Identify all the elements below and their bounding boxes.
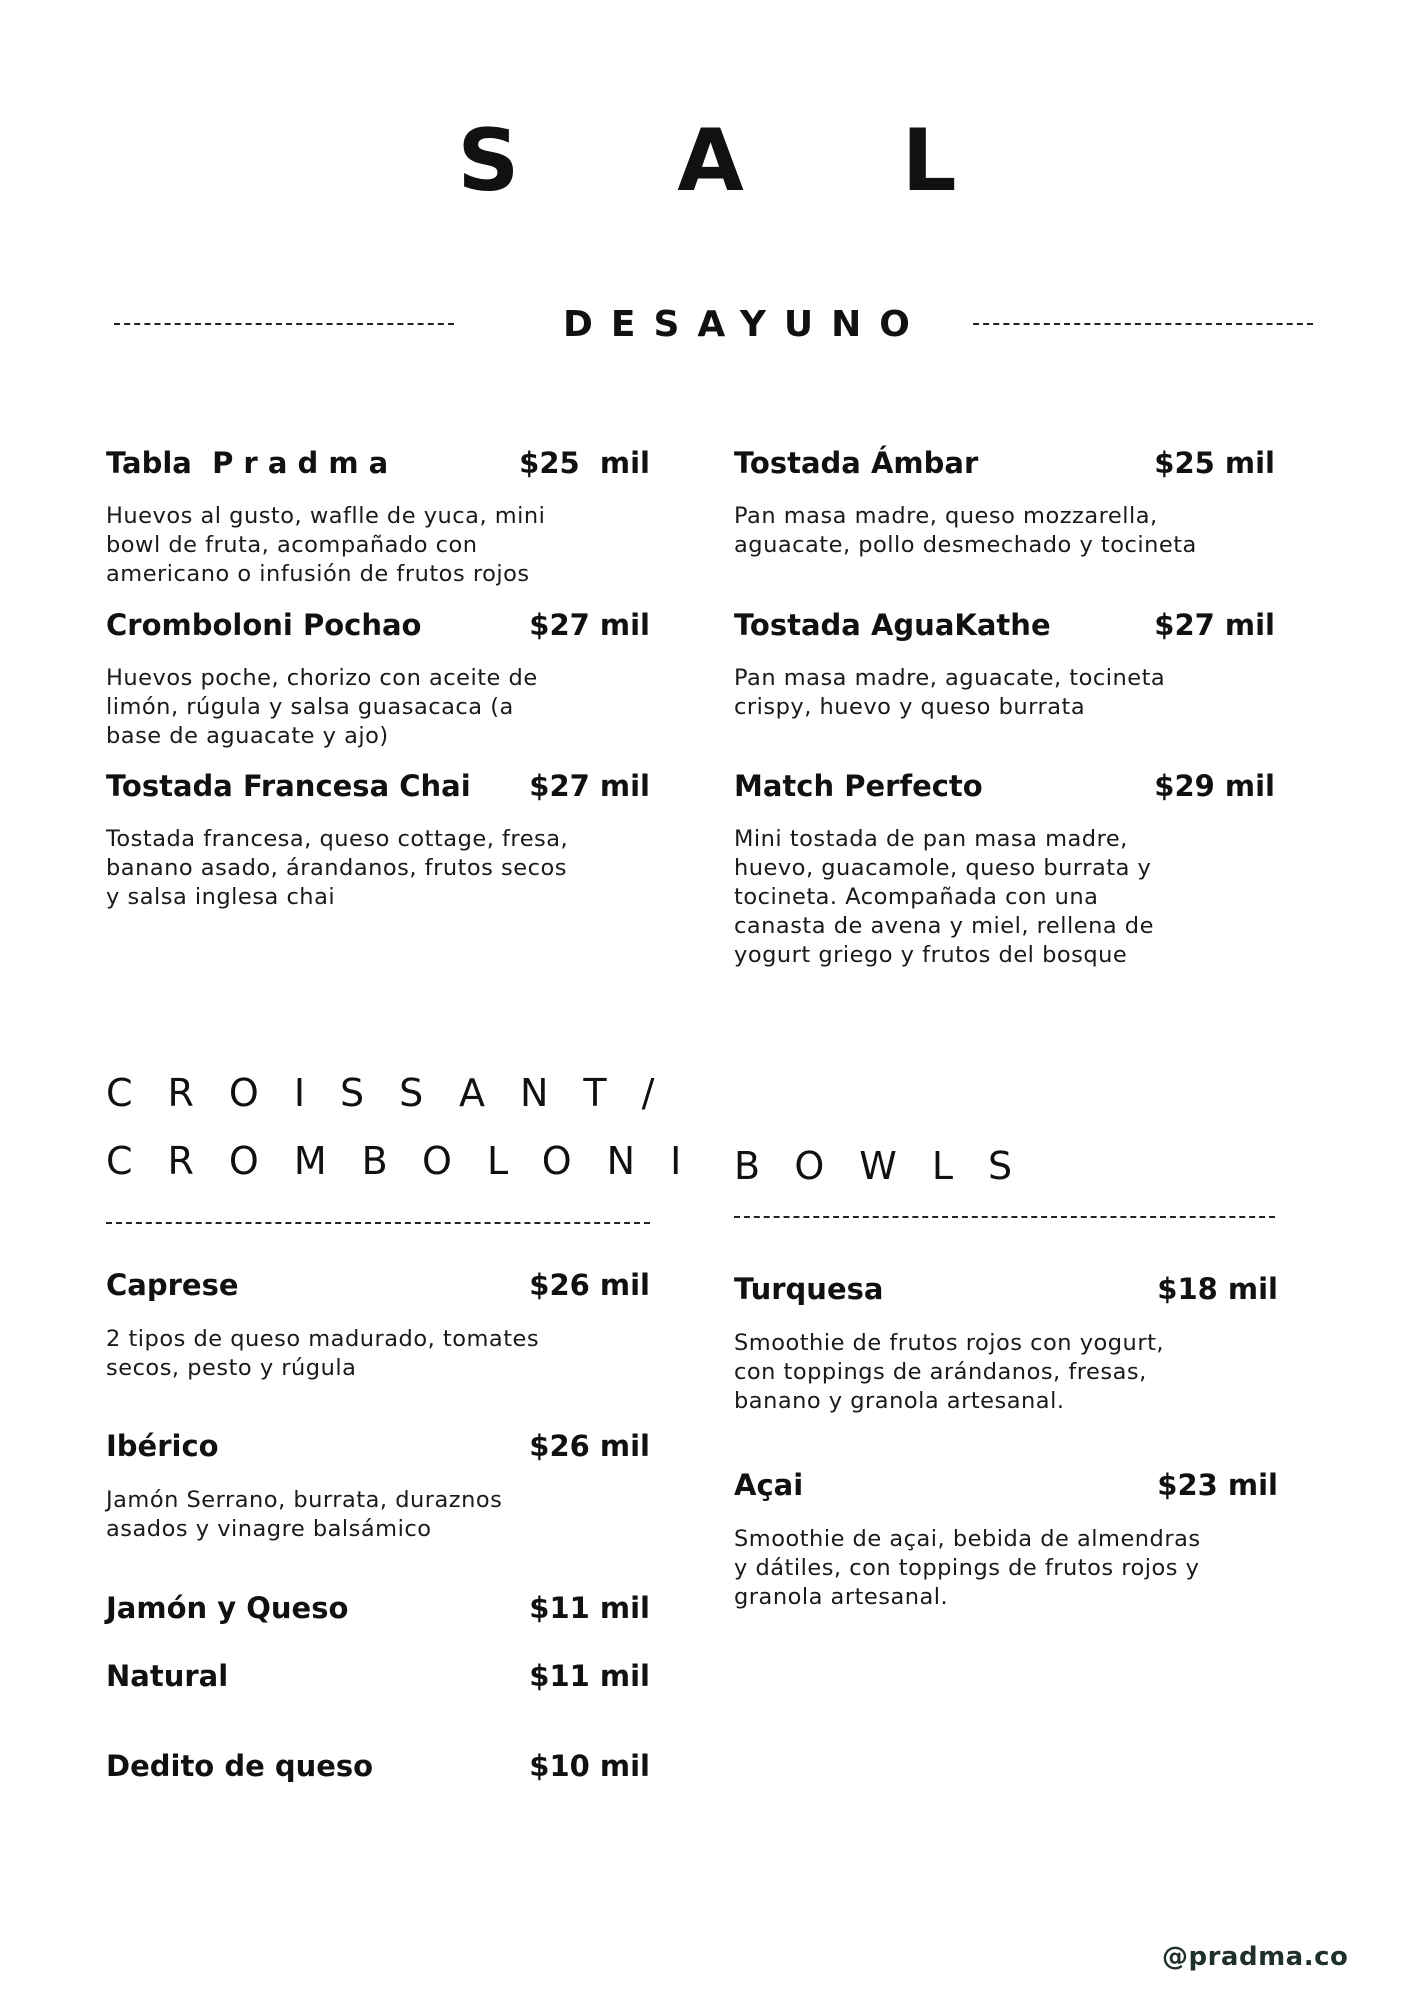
item-description: Pan masa madre, queso mozzarella, aguacate, pollo desmechado y tocineta: [734, 503, 1197, 558]
divider-croissant: [106, 1222, 650, 1224]
social-handle: @pradma.co: [1162, 1942, 1349, 1972]
divider-right: [973, 323, 1313, 325]
section-heading-croissant-line2: CROMBOLONI: [106, 1139, 717, 1183]
divider-bowls: [734, 1216, 1275, 1218]
item-description: Huevos al gusto, waflle de yuca, mini bowl de fruta, acompañado con americano o infusión de frutos rojos: [106, 503, 546, 587]
item-price: $11 mil: [529, 1591, 650, 1625]
item-name: Jamón y Queso: [106, 1591, 349, 1625]
item-description: Tostada francesa, queso cottage, fresa, banano asado, árandanos, frutos secos y salsa inglesa chai: [106, 826, 569, 910]
item-description: Jamón Serrano, burrata, duraznos asados y vinagre balsámico: [106, 1487, 503, 1542]
item-price: $10 mil: [529, 1749, 650, 1783]
divider-left: [114, 323, 454, 325]
item-description: Mini tostada de pan masa madre, huevo, guacamole, queso burrata y tocineta. Acompañada con una canasta de avena y miel, rellena de yogurt griego y frutos del bosque: [734, 826, 1154, 968]
item-name: Açai: [734, 1468, 804, 1502]
item-price: $25 mil: [1154, 446, 1275, 480]
brand-title: S A L: [457, 111, 1021, 211]
item-price: $27 mil: [529, 608, 650, 642]
item-name: Ibérico: [106, 1429, 219, 1463]
item-name: Match Perfecto: [734, 769, 983, 803]
item-price: $26 mil: [529, 1268, 650, 1302]
item-description: 2 tipos de queso madurado, tomates secos, pesto y rúgula: [106, 1326, 540, 1381]
item-price: $26 mil: [529, 1429, 650, 1463]
item-description: Huevos poche, chorizo con aceite de limón, rúgula y salsa guasacaca (a base de aguacate y ajo): [106, 665, 538, 749]
item-price: $11 mil: [529, 1659, 650, 1693]
section-heading-croissant-line1: CROISSANT/: [106, 1071, 690, 1115]
item-price: $27 mil: [529, 769, 650, 803]
item-description: Smoothie de frutos rojos con yogurt, con toppings de arándanos, fresas, banano y granola artesanal.: [734, 1330, 1165, 1414]
item-name: Caprese: [106, 1268, 239, 1302]
item-name: Dedito de queso: [106, 1749, 374, 1783]
item-name: Natural: [106, 1659, 229, 1693]
item-price: $25 mil: [519, 446, 650, 480]
item-price: $29 mil: [1154, 769, 1275, 803]
item-description: Pan masa madre, aguacate, tocineta crispy, huevo y queso burrata: [734, 665, 1166, 720]
section-heading-desayuno: DESAYUNO: [563, 304, 928, 345]
item-price: $23 mil: [1157, 1468, 1278, 1502]
item-name: Cromboloni Pochao: [106, 608, 422, 642]
item-price: $27 mil: [1154, 608, 1275, 642]
item-name: Tostada Ámbar: [734, 446, 979, 480]
item-name: Tostada AguaKathe: [734, 608, 1051, 642]
item-name: Tostada Francesa Chai: [106, 769, 471, 803]
section-heading-bowls: BOWLS: [734, 1144, 1048, 1188]
item-price: $18 mil: [1157, 1272, 1278, 1306]
item-description: Smoothie de açai, bebida de almendras y dátiles, con toppings de frutos rojos y granola artesanal.: [734, 1526, 1201, 1610]
item-name: Turquesa: [734, 1272, 884, 1306]
item-name: Tabla P r a d m a: [106, 446, 389, 480]
